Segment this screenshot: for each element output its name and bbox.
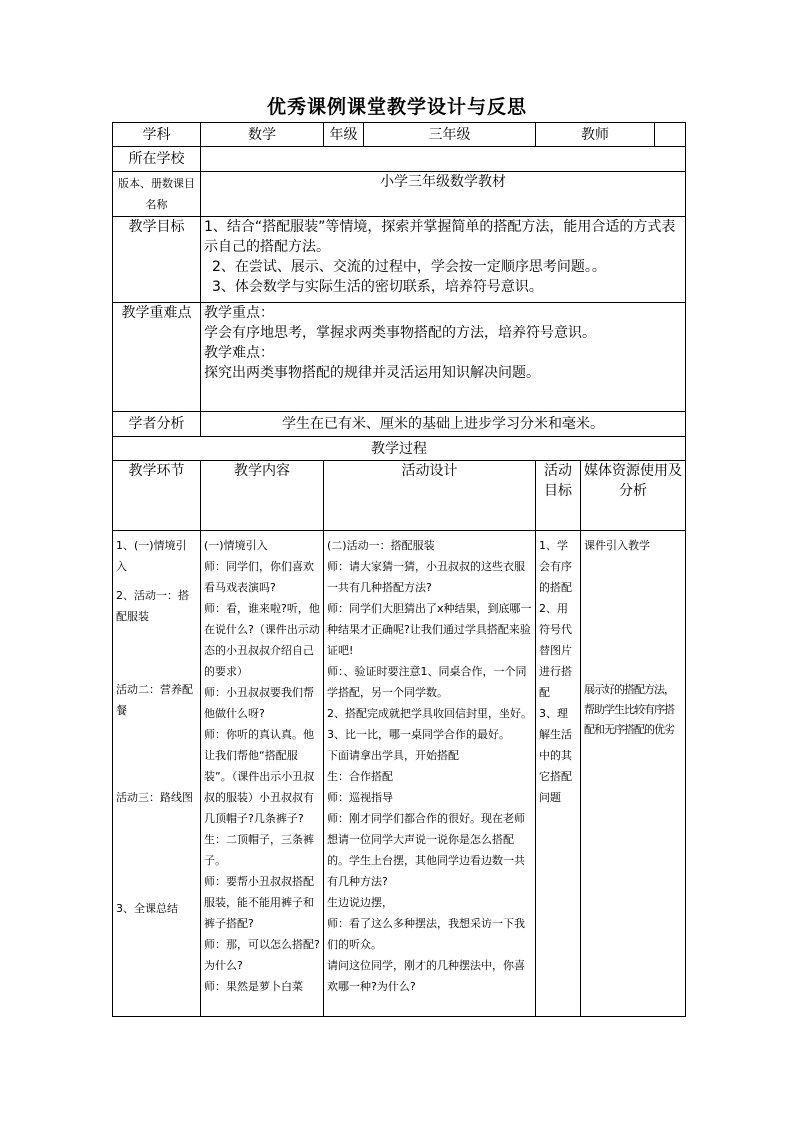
header-row: [113, 123, 686, 147]
goal-line: 1、结合“搭配服装”等情境，探索并掌握简单的搭配方法，能用合适的方式表示自己的搭配方法。: [204, 219, 676, 255]
col-stage: 教学环节: [113, 461, 201, 531]
subject-value: 数学: [201, 123, 324, 147]
goals-text: [201, 217, 686, 303]
media-cell: [581, 531, 686, 1017]
col-media: 媒体资源使用及分析: [581, 461, 686, 531]
process-body-row: [113, 531, 686, 1017]
process-columns-row: [113, 461, 686, 531]
process-heading: 教学过程: [113, 437, 686, 461]
stage-item: 1、(一)情境引入: [116, 539, 187, 573]
grade-label: 年级: [324, 123, 364, 147]
media-note-1: 课件引入教学: [584, 539, 650, 552]
key-point-line: 教学难点：: [204, 345, 274, 361]
goal-line: 2、在尝试、展示、交流的过程中，学会按一定顺序思考问题。。: [212, 259, 606, 275]
goals-cell: 1、学会有序的搭配 2、用符号代替图片进行搭配 3、理解生活中的其它搭配问题: [536, 531, 581, 1017]
stages-cell: [113, 531, 201, 1017]
stage-item: 2、活动一：搭配服装: [116, 589, 189, 623]
learner-label: 学者分析: [113, 412, 201, 437]
col-activity: 活动设计: [324, 461, 536, 531]
goals-row: [113, 217, 686, 303]
learner-row: [113, 412, 686, 437]
school-row: [113, 147, 686, 172]
stage-item: 活动二：营养配餐: [116, 683, 193, 717]
key-point-line: 学会有序地思考，掌握求两类事物搭配的方法，培养符号意识。: [204, 325, 596, 341]
key-points-text: [201, 303, 686, 412]
edition-label: 版本、册数课目名称: [113, 172, 201, 217]
goals-label: 教学目标: [113, 217, 201, 303]
subject-label: 学科: [113, 123, 201, 147]
process-heading-row: [113, 437, 686, 461]
school-label: 所在学校: [113, 147, 201, 172]
lesson-plan-table: [112, 122, 686, 1017]
edition-row: [113, 172, 686, 217]
teacher-label: 教师: [536, 123, 655, 147]
key-points-row: [113, 303, 686, 412]
edition-value: 小学三年级数学教材: [201, 172, 686, 217]
media-note-2: 展示好的搭配方法，帮助学生比较有序搭配和无序搭配的优劣: [584, 683, 674, 736]
page-title: 优秀课例课堂教学设计与反思: [266, 96, 527, 118]
key-points-label: 教学重难点: [113, 303, 201, 412]
stage-item: 3、全课总结: [116, 902, 178, 915]
teacher-value: [655, 123, 686, 147]
activity-cell: (二)活动一：搭配服装 师：请大家猜一猜，小丑叔叔的这些衣服一共有几种搭配方法? 师：同学们大胆猜出了x种结果，到底哪一种结果才正确呢?让我们通过学具搭配来验证吧! 师：、验证时要注意1、同桌合作，一个同学搭配，另一个同学数。 2、搭配完成就把学具收回信封里，坐好。 3、比一比，哪一桌同学合作的最好。 下面请拿出学具，开始搭配 生：合作搭配 师：巡视指导 师：刚才同学们都合作的很好。现在老师想请一位同学大声说一说你是怎么搭配的。学生上台摆，其他同学边看边数一共有几种方法? 生边说边摆， 师：看了这么多种摆法，我想采访一下我们的听众。 请问这位同学，刚才的几种摆法中，你喜欢哪一种?为什么?: [324, 531, 536, 1017]
col-goal: 活动目标: [536, 461, 581, 531]
grade-value: 三年级: [364, 123, 536, 147]
key-point-line: 教学重点：: [204, 305, 274, 321]
col-content: 教学内容: [201, 461, 324, 531]
stage-item: 活动三：路线图: [116, 791, 193, 804]
goal-line: 3、体会数学与实际生活的密切联系，培养符号意识。: [212, 279, 543, 295]
school-value: [201, 147, 686, 172]
key-point-line: 探究出两类事物搭配的规律并灵活运用知识解决问题。: [204, 365, 540, 381]
learner-value: 学生在已有米、厘米的基础上进步学习分米和毫米。: [201, 412, 686, 437]
content-cell: (一)情境引入 师：同学们，你们喜欢看马戏表演吗? 师：看，谁来啦?听，他在说什么?（课件出示动态的小丑叔叔介绍自己的要求） 师：小丑叔叔要我们帮他做什么呀? 师：你听的真认真。他让我们帮他“搭配服装”。（课件出示小丑叔叔的服装）小丑叔叔有几顶帽子?几条裤子? 生：二顶帽子，三条裤子。 师：要帮小丑叔叔搭配服装，能不能用裤子和裤子搭配? 师：那，可以怎么搭配?为什么? 师：果然是萝卜白菜: [201, 531, 324, 1017]
